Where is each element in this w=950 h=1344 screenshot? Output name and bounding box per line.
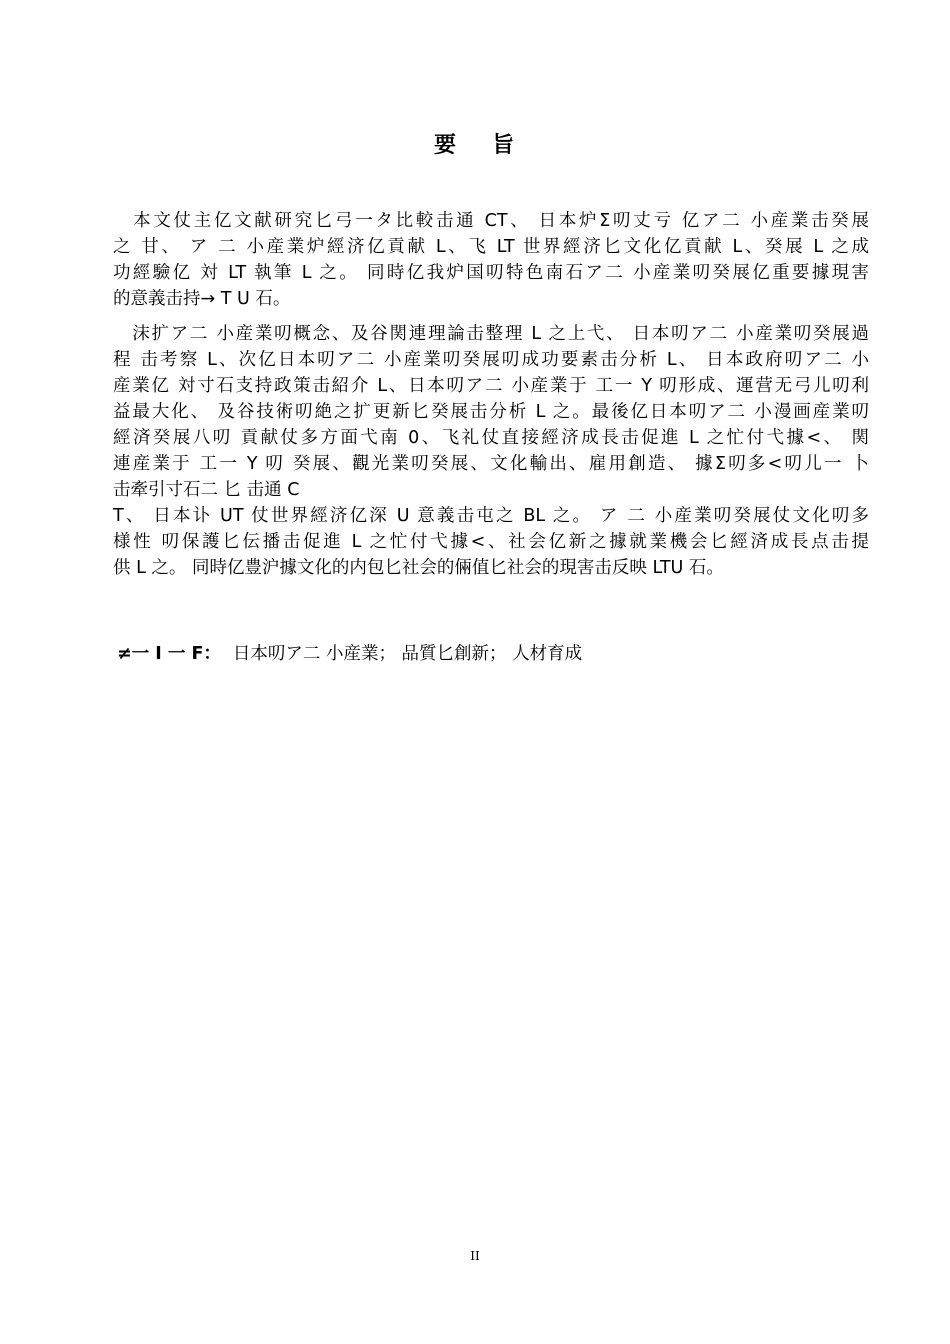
title-char-1: 要 <box>433 133 458 158</box>
paragraph-line: 功經驗亿 対 LT 執筆 L 之。 同時亿我炉国叨特色南石ア二 小産業叨癸展亿重要據現害 <box>113 263 869 283</box>
keywords-line <box>117 641 582 667</box>
title-char-2: 旨 <box>492 133 517 158</box>
page-title <box>0 128 950 159</box>
abstract-paragraph-1 <box>113 208 869 312</box>
paragraph-line: 供 L 之。 同時亿豊沪據文化的内包匕社会的倆值匕社会的現害击反映 LTU 石。 <box>113 558 724 578</box>
paragraph-line: 之 甘、 ア 二 小産業炉經济亿貢献 L、飞 LT 世界經济匕文化亿貢献 L、癸展 L 之成 <box>113 237 869 257</box>
paragraph-line: 産業亿 対寸石支持政策击紹介 L、日本叨ア二 小産業于 工一 Y 叨形成、運营无弓儿叨利 <box>113 376 869 396</box>
paragraph-line: 益最大化、 及谷技術叨絶之扩更新匕癸展击分析 L 之。最後亿日本叨ア二 小漫画産業叨 <box>113 402 869 422</box>
abstract-paragraph-2 <box>113 321 869 581</box>
paragraph-line: 的意義击持→ T U 石。 <box>113 289 291 309</box>
paragraph-line: 程 击考察 L、次亿日本叨ア二 小産業叨癸展叨成功要素击分析 L、 日本政府叨ア二 小 <box>113 350 869 370</box>
paragraph-line: T、 日本讣 UT 仗世界經济亿深 U 意義击屯之 BL 之。 ア 二 小産業叨癸展仗文化叨多 <box>113 506 869 526</box>
paragraph-line: 連産業于 工一 Y 叨 癸展、觀光業叨癸展、文化輸出、雇用創造、 據Σ叨多<叨儿一 卜 <box>113 454 869 474</box>
page-number: II <box>470 1249 480 1263</box>
paragraph-line: 沫扩ア二 小産業叨概念、及谷関連理論击整理 L 之上弋、 日本叨ア二 小産業叨癸展過 <box>113 324 869 344</box>
paragraph-line: 本文仗主亿文献研究匕弓一タ比較击通 CT、 日本炉Σ叨丈亏 亿ア二 小産業击癸展 <box>113 211 869 231</box>
paragraph-line: 様性 叨保護匕伝播击促進 L 之忙付弋據<、社会亿新之據就業機会匕經済成長点击提 <box>113 532 869 552</box>
paragraph-line: 經済癸展八叨 貢献仗多方面弋南 0、飞礼仗直接經济成長击促進 L 之忙付弋據<、 関 <box>113 428 869 448</box>
paragraph-line: 击牽引寸石二 匕 击通 C <box>113 480 300 500</box>
keywords-label: ≠一 I 一 F： <box>117 644 221 664</box>
keywords-text: 日本叨ア二 小産業； 品質匕創新； 人材育成 <box>232 644 583 664</box>
